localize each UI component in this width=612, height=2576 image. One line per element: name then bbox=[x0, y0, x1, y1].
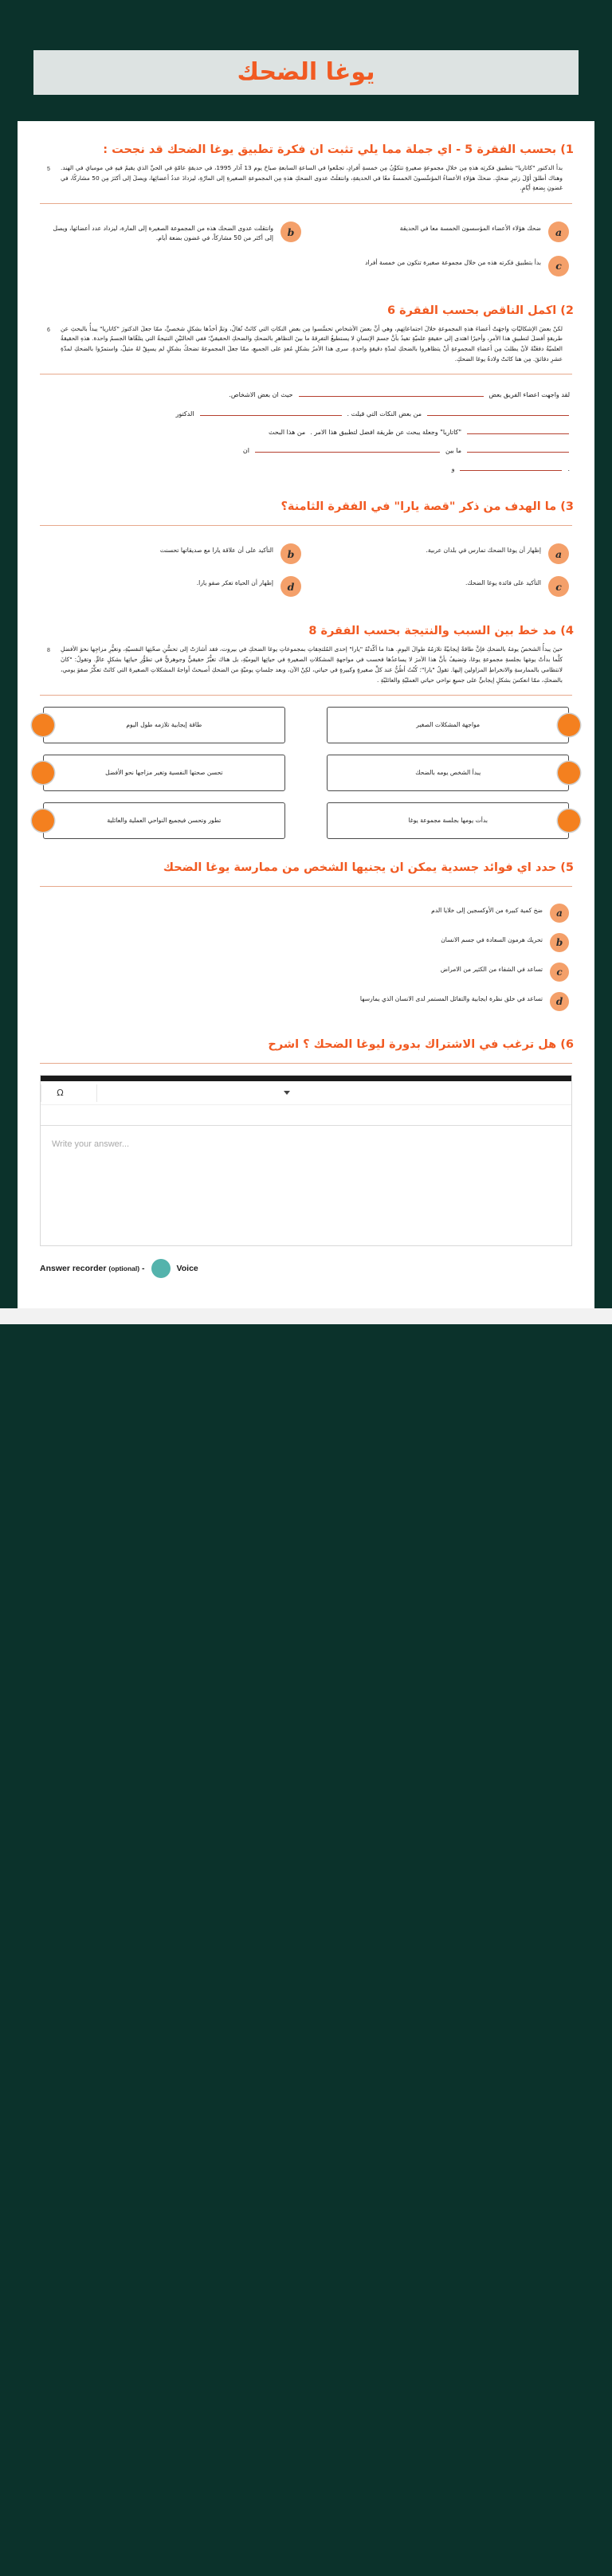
answer-recorder bbox=[40, 1259, 572, 1278]
blank-input-2[interactable] bbox=[427, 406, 569, 416]
section-divider bbox=[40, 886, 572, 887]
question-3-options bbox=[38, 537, 574, 602]
match-label: مواجهة المشكلات الصغير bbox=[416, 720, 481, 728]
option-label: إظهار أن يوغا الضحك تمارس في بلدان عربية. bbox=[426, 547, 541, 555]
blank-text-5a: و bbox=[451, 465, 455, 473]
option-c[interactable] bbox=[306, 570, 574, 602]
editor-toolbar bbox=[41, 1081, 571, 1105]
question-5-options bbox=[38, 898, 574, 1016]
match-row bbox=[43, 802, 569, 839]
match-box bbox=[327, 755, 569, 791]
option-b[interactable] bbox=[38, 537, 306, 570]
match-cell-right-2[interactable] bbox=[327, 755, 569, 791]
record-button[interactable] bbox=[151, 1259, 171, 1278]
passage-text: حينَ يبدأُ الشخصُ يومَهُ بالضحكِ فإنَّ طاقةً إيجابيّةً تلازمُهُ طوالَ اليومِ. هذا ما أكّدتْهُ "يارا" إحدى المُلتحِقاتِ بمجموعاتِ يوغا الضحكِ في بيروت، فقد أشارَتْ إلى تحسُّنِ صحّتِها النفسيّةِ، وتغيُّرِ مزاجِها نحوَ الأفضلِ كلَّما بدأتْ يومَها بجلسةِ مجموعةِ يوغا، وتضيفُ بأنَّ هذا الأمرَ لا يساعدُها فحسب في مواجهةِ المشكلاتِ الصغيرةِ في حياتِها اليوميّةِ، بل هناك تغيُّرٌ حقيقيٌّ وجوهريٌّ في تطوُّرِ حياتِها بشكلٍ عامٍّ. وتقولُ: "كانَ لانتظامي بالممارسةِ والانخراطِ المزاولين إليها. تقولُ "يارا": كُنْتُ أظُنُّ عند كلِّ صغيرةٍ وكبيرةٍ في حياتي، لكِنْ الآن، وبعد جلساتٍ يوميّةٍ من الضحكِ أصبحتُ أواجهُ المشكلاتِ الصغيرةَ التي كانَتْ تعكِّرُ صفوَ يومي، بالضحكِ، ممّا انعكسَ بشكلٍ إيجابيٍّ على جميعِ نواحي حياتي العمليّةِ والعائليّةِ . bbox=[61, 645, 563, 684]
option-letter-badge: d bbox=[280, 576, 301, 597]
match-cell-left-2[interactable] bbox=[43, 755, 285, 791]
option-letter-badge: c bbox=[548, 256, 569, 276]
match-row bbox=[43, 755, 569, 791]
option-label: التأكيد على أن علاقة يارا مع صديقاتها تحسنت bbox=[159, 547, 273, 555]
match-label: تطور وتحسن فيجميع النواحي العملية والعائلية bbox=[107, 816, 222, 824]
question-1-options bbox=[38, 215, 574, 281]
chevron-down-icon bbox=[284, 1091, 290, 1095]
blank-text-3b: من هذا البحث bbox=[269, 428, 306, 436]
page-title: يوغا الضحك bbox=[237, 58, 375, 86]
blank-text-1b: حيث ان بعض الاشخاص. bbox=[229, 391, 293, 399]
blank-input-3[interactable] bbox=[200, 406, 342, 416]
option-letter-badge: a bbox=[548, 543, 569, 564]
answer-placeholder: Write your answer... bbox=[52, 1139, 129, 1150]
option-c[interactable] bbox=[306, 249, 574, 282]
option-label: ضخ كمية كبيرة من الأوكسجين إلى خلايا الدم bbox=[431, 907, 543, 915]
page-bottom-padding bbox=[0, 1308, 612, 1324]
option-label: تحريك هرمون السعادة في جسم الانسان bbox=[441, 936, 543, 944]
option-a[interactable] bbox=[38, 898, 574, 927]
passage-text: بدأ الدكتور "كاتاريا" بتطبيق فكرتِه هذهِ مِن خلالِ مجموعةٍ صغيرةٍ تتكوَّنُ مِن خمسةِ أفرادٍ، تجمَّعوا في الساعةِ السابعةِ صباحَ يوم 13 آذار 1995، في حديقةٍ عامّةٍ في الحيِّ الذي يقيمُ فيهِ في مومباي في الهند. وهناك أطلقَ أوّلَ زئيرِ ضحكٍ. ضحكَ هؤلاءِ الأعضاءُ المؤسِّسونَ الخمسةُ معًا في الحديقةِ، وانتقلَتْ عدوى الضحكِ هذهِ مِن المجموعةِ الصغيرةِ إلى المارّةِ، ليزدادَ عددُ أعضائِها، ويصلَ إلى أكثرَ مِن 50 مشاركًا، في غضونِ بِضعةِ أيّامٍ. bbox=[61, 164, 563, 192]
passage-number: 6 bbox=[47, 327, 50, 333]
blank-text-5b: . bbox=[567, 465, 570, 473]
recorder-label bbox=[40, 1264, 145, 1273]
blank-line-5 bbox=[40, 460, 572, 478]
option-letter-badge: b bbox=[280, 222, 301, 242]
worksheet-sheet bbox=[18, 121, 594, 1308]
blank-line-4 bbox=[40, 441, 572, 460]
editor-top-accent-bar bbox=[41, 1076, 571, 1081]
blank-input-1[interactable] bbox=[299, 386, 484, 397]
title-banner bbox=[33, 50, 579, 95]
match-row bbox=[43, 707, 569, 743]
match-box bbox=[43, 755, 285, 791]
match-cell-left-3[interactable] bbox=[43, 802, 285, 839]
rich-text-editor[interactable] bbox=[40, 1075, 572, 1246]
option-letter-badge: a bbox=[550, 904, 569, 923]
option-label: ضحك هؤلاء الأعضاء المؤسسون الخمسة معا في الحديقة bbox=[399, 225, 541, 233]
blank-line-2 bbox=[40, 405, 572, 423]
match-cell-left-1[interactable] bbox=[43, 707, 285, 743]
option-letter-badge: b bbox=[280, 543, 301, 564]
blank-text-1a: لقد واجهت اعضاء الفريق بعض bbox=[488, 391, 570, 399]
voice-label: Voice bbox=[176, 1264, 198, 1274]
question-5-heading: 5) حدد اي فوائد جسدية يمكن ان يجنيها الشخص من ممارسة يوغا الضحك bbox=[163, 861, 574, 875]
match-connector-dot[interactable] bbox=[558, 714, 580, 736]
section-divider bbox=[40, 1063, 572, 1064]
match-label: يبدأ الشخص يومه بالضحك bbox=[415, 768, 481, 776]
option-label: التأكيد على فائدة يوغا الضحك. bbox=[465, 579, 541, 587]
option-letter-badge: c bbox=[548, 576, 569, 597]
question-2-heading: 2) اكمل الناقص بحسب الفقرة 6 bbox=[386, 304, 574, 317]
option-letter-badge: c bbox=[550, 963, 569, 982]
editor-secondary-toolbar bbox=[41, 1105, 571, 1126]
match-box bbox=[327, 802, 569, 839]
question-6-heading: 6) هل ترغب في الاشتراك بدورة ليوغا الضحك ؟ اشرح bbox=[268, 1038, 574, 1052]
match-box bbox=[43, 707, 285, 743]
blank-line-1 bbox=[40, 386, 572, 404]
passage-text: لكنْ بعضَ الإشكاليّاتِ واجهَتْ أعضاءَ هذهِ المجموعةِ خلالَ اجتماعاتِهم، وهي أنَّ بعضَ الأشخاصِ تحسَّسوا مِن بعضِ النكاتِ التي كانَتْ تُقالُ، وتمَّ أخذُها بشكلٍ شخصيٍّ، ممّا جعلَ الدكتورَ "كاتاريا" يبدأُ بالبحثِ عن طريقةٍ أفضلَ لتطبيقِ هذا الأمرِ، وأخيرًا اهتدى إلى حقيقةٍ علميّةٍ تفيدُ بأنَّ جسمَ الإنسانِ لا يستطيعُ التفرِقةَ ما بينَ التظاهرِ بالضحكِ والضحكِ الحقيقيِّ؛ ففي الحالتَيْنِ النتيجةُ التي يتلقّاها الجسمُ واحدة. هذهِ الحقيقةُ العلميّةُ دفعَتْهُ لأنْ يطلبَ مِن أعضاءِ المجموعةِ أنْ يتظاهروا بالضحكِ لمدّةِ دقيقةٍ واحدةٍ. سرى هذا الأمرُ بشكلٍ مُعدٍ على الجميعِ، ممّا جعلَ المجموعةَ تضحكُ بشكلٍ لم يسبِقْ لهُ مثيلٌ، واستمرّوا بالضحكِ لمدّةِ عشرِ دقائقَ. مِن هنا كانَتْ ولادةُ يوغا الضحكِ. bbox=[61, 324, 563, 363]
option-letter-badge: d bbox=[550, 992, 569, 1011]
match-connector-dot[interactable] bbox=[558, 810, 580, 832]
option-letter-badge: b bbox=[550, 933, 569, 952]
match-cell-right-3[interactable] bbox=[327, 802, 569, 839]
option-b[interactable] bbox=[38, 215, 306, 249]
blank-text-2a: من بعض النكات التي قيلت . bbox=[347, 410, 422, 418]
font-dropdown[interactable] bbox=[97, 1091, 571, 1095]
option-label: إظهار أن الحياة تعكر صفو يارا. bbox=[196, 579, 273, 587]
option-label: تساعد في الشفاء من الكثير من الامراض bbox=[440, 966, 543, 974]
question-1-passage bbox=[43, 163, 563, 194]
option-d[interactable] bbox=[38, 986, 574, 1016]
match-connector-dot[interactable] bbox=[32, 762, 54, 784]
question-2-passage bbox=[43, 324, 563, 365]
option-a[interactable] bbox=[306, 537, 574, 570]
match-connector-dot[interactable] bbox=[558, 762, 580, 784]
blank-line-3 bbox=[40, 423, 572, 441]
option-d[interactable] bbox=[38, 570, 306, 602]
blank-text-4b: ما بين bbox=[445, 447, 461, 455]
option-label: بدأ بتطبيق فكرته هذه من خلال مجموعة صغيرة تتكون من خمسة أفراد bbox=[365, 258, 541, 266]
special-character-icon[interactable]: Ω bbox=[41, 1084, 79, 1102]
blank-input-5[interactable] bbox=[467, 442, 569, 453]
question-2-fill-in-blanks bbox=[40, 386, 572, 478]
question-4-matching bbox=[43, 707, 569, 839]
option-label: تساعد في خلق نظرة ايجابية والتفائل المستمر لدى الانسان الذي يمارسها bbox=[359, 995, 543, 1003]
question-4-heading: 4) مد خط بين السبب والنتيجة بحسب الفقرة 8 bbox=[308, 625, 574, 638]
option-label: وانتقلت عدوى الضحك هذه من المجموعة الصغيرة إلى المارة، ليزداد عدد أعضائها، ويصل إلى أكثر من 50 مشاركاً، في غضون بضعة أيام. bbox=[53, 225, 273, 242]
question-4-passage bbox=[43, 645, 563, 685]
passage-number: 8 bbox=[47, 648, 50, 654]
blank-text-3a: "كاتاريا" وجعلة يبحث عن طريقة افضل لتطبيق هذا الامر . bbox=[310, 428, 461, 436]
match-label: طاقة إيجابية تلازمه طول اليوم bbox=[126, 720, 202, 728]
answer-textarea[interactable] bbox=[41, 1126, 571, 1245]
match-connector-dot[interactable] bbox=[32, 714, 54, 736]
blank-input-4[interactable] bbox=[467, 424, 569, 434]
option-a[interactable] bbox=[306, 215, 574, 249]
section-divider bbox=[40, 203, 572, 204]
match-connector-dot[interactable] bbox=[32, 810, 54, 832]
recorder-label-text: Answer recorder bbox=[40, 1264, 107, 1274]
blank-input-7[interactable] bbox=[460, 461, 562, 471]
option-b[interactable] bbox=[38, 927, 574, 957]
match-box bbox=[327, 707, 569, 743]
section-divider bbox=[40, 525, 572, 526]
hero-banner bbox=[0, 0, 612, 121]
option-letter-badge: a bbox=[548, 222, 569, 242]
blank-text-4a: ان bbox=[242, 447, 249, 455]
match-label: بدأت يومها بجلسة مجموعة يوغا bbox=[408, 816, 488, 824]
question-1-heading: 1) بحسب الفقرة 5 - اي جملة مما يلي تثبت ان فكرة تطبيق يوغا الضحك قد نجحت : bbox=[103, 143, 574, 156]
match-label: تحسن صحتها النفسية وتغير مزاجها نحو الأفضل bbox=[105, 768, 223, 776]
recorder-dash: - bbox=[142, 1264, 145, 1274]
section-divider bbox=[40, 695, 572, 696]
blank-text-2b: الدكتور bbox=[175, 410, 194, 418]
passage-number: 5 bbox=[47, 167, 50, 173]
question-3-heading: 3) ما الهدف من ذكر "قصة يارا" في الفقرة الثامنة؟ bbox=[280, 500, 574, 514]
match-box bbox=[43, 802, 285, 839]
blank-input-6[interactable] bbox=[255, 442, 440, 453]
option-c[interactable] bbox=[38, 957, 574, 986]
recorder-optional-text: (optional) bbox=[108, 1264, 140, 1273]
match-cell-right-1[interactable] bbox=[327, 707, 569, 743]
